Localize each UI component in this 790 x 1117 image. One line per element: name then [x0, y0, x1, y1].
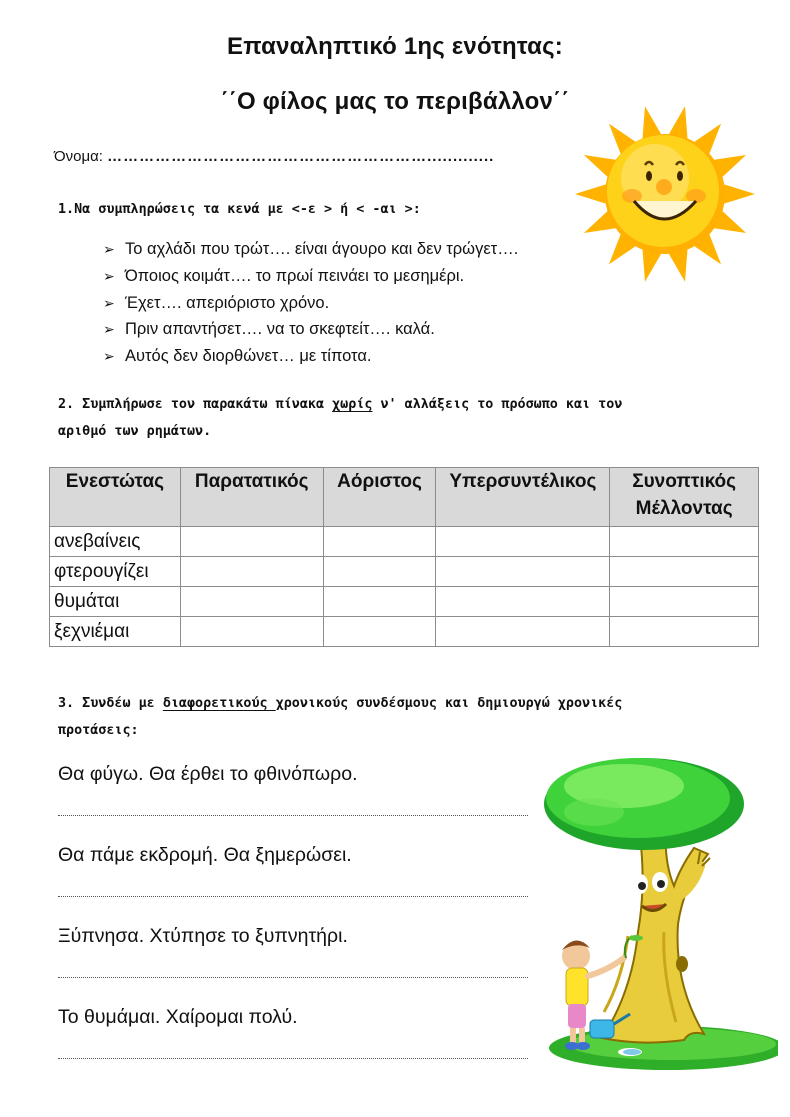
answer-cell[interactable] — [180, 557, 323, 587]
answer-cell[interactable] — [323, 527, 436, 557]
present-verb-cell: θυμάται — [50, 587, 181, 617]
tree-and-boy-illustration — [532, 752, 778, 1074]
answer-cell[interactable] — [323, 587, 436, 617]
sun-ray — [643, 106, 662, 138]
name-field[interactable]: ……………………………………………………............. — [107, 148, 495, 165]
answer-cell[interactable] — [436, 557, 610, 587]
answer-cell[interactable] — [180, 587, 323, 617]
column-header: Συνοπτικός Μέλλοντας — [610, 468, 759, 527]
exercise3-heading: 3. Συνδέω με διαφορετικούς χρονικούς συνδέσμους και δημιουργώ χρονικές προτάσεις: — [58, 696, 623, 738]
emphasis-word: χωρίς — [332, 397, 373, 412]
arrow-bullet-icon: ➢ — [103, 241, 115, 257]
answer-cell[interactable] — [436, 587, 610, 617]
arrow-bullet-icon: ➢ — [103, 267, 115, 284]
table-row — [50, 587, 759, 617]
present-verb-cell: ανεβαίνεις — [50, 527, 181, 557]
list-item: ➢ Έχετ…. απεριόριστο χρόνο. — [103, 290, 518, 317]
table-row — [50, 617, 759, 647]
verb-tense-table — [49, 467, 759, 647]
answer-cell[interactable] — [180, 527, 323, 557]
sentence-pair: Θα πάμε εκδρομή. Θα ξημερώσει. — [58, 844, 352, 866]
answer-cell[interactable] — [610, 527, 759, 557]
column-header: Αόριστος — [323, 468, 436, 527]
sun-ray — [643, 250, 662, 282]
sun-ray — [669, 106, 688, 138]
answer-cell[interactable] — [180, 617, 323, 647]
name-row — [54, 148, 494, 165]
answer-cell[interactable] — [436, 527, 610, 557]
sentence-pair: Θα φύγω. Θα έρθει το φθινόπωρο. — [58, 763, 358, 785]
answer-cell[interactable] — [323, 617, 436, 647]
list-item: ➢ Πριν απαντήσετ…. να το σκεφτείτ…. καλά. — [103, 316, 518, 343]
list-item: ➢ Αυτός δεν διορθώνετ… με τίποτα. — [103, 343, 518, 370]
exercise2-heading: 2. Συμπλήρωσε τον παρακάτω πίνακα χωρίς ν' αλλάξεις το πρόσωπο και τον αριθμό των ρημάτων. — [58, 397, 623, 439]
list-item: ➢ Το αχλάδι που τρώτ…. είναι άγουρο και δεν τρώγετ…. — [103, 236, 518, 263]
table-header-row — [50, 468, 759, 527]
smiling-sun-illustration — [572, 103, 758, 285]
arrow-bullet-icon: ➢ — [103, 348, 115, 365]
column-header: Υπερσυντέλικος — [436, 468, 610, 527]
exercise1-list — [103, 236, 518, 370]
name-label: Όνομα: — [54, 148, 103, 165]
answer-cell[interactable] — [610, 617, 759, 647]
emphasis-word: διαφορετικούς — [162, 696, 276, 711]
sentence-pair: Ξύπνησα. Χτύπησε το ξυπνητήρι. — [58, 925, 348, 947]
list-item: ➢ Όποιος κοιμάτ…. το πρωί πεινάει το μεσημέρι. — [103, 263, 518, 290]
answer-line[interactable] — [58, 1058, 528, 1059]
sun-ray — [575, 184, 606, 203]
answer-cell[interactable] — [610, 587, 759, 617]
table-row — [50, 527, 759, 557]
sun-ray — [724, 184, 755, 203]
column-header: Ενεστώτας — [50, 468, 181, 527]
present-verb-cell: φτερουγίζει — [50, 557, 181, 587]
exercise1-heading: 1.Να συμπληρώσεις τα κενά με <-ε > ή < -αι >: — [58, 202, 421, 217]
present-verb-cell: ξεχνιέμαι — [50, 617, 181, 647]
answer-cell[interactable] — [323, 557, 436, 587]
answer-line[interactable] — [58, 977, 528, 978]
answer-cell[interactable] — [610, 557, 759, 587]
column-header: Παρατατικός — [180, 468, 323, 527]
table-row — [50, 557, 759, 587]
sun-ray — [669, 250, 688, 282]
sentence-pair: Το θυμάμαι. Χαίρομαι πολύ. — [58, 1006, 298, 1028]
arrow-bullet-icon: ➢ — [103, 321, 115, 338]
worksheet-subtitle: ΄΄Ο φίλος μας το περιβάλλον΄΄ — [220, 88, 570, 115]
answer-cell[interactable] — [436, 617, 610, 647]
worksheet-title: Επαναληπτικό 1ης ενότητας: — [227, 33, 563, 60]
answer-line[interactable] — [58, 896, 528, 897]
arrow-bullet-icon: ➢ — [103, 294, 115, 311]
answer-line[interactable] — [58, 815, 528, 816]
